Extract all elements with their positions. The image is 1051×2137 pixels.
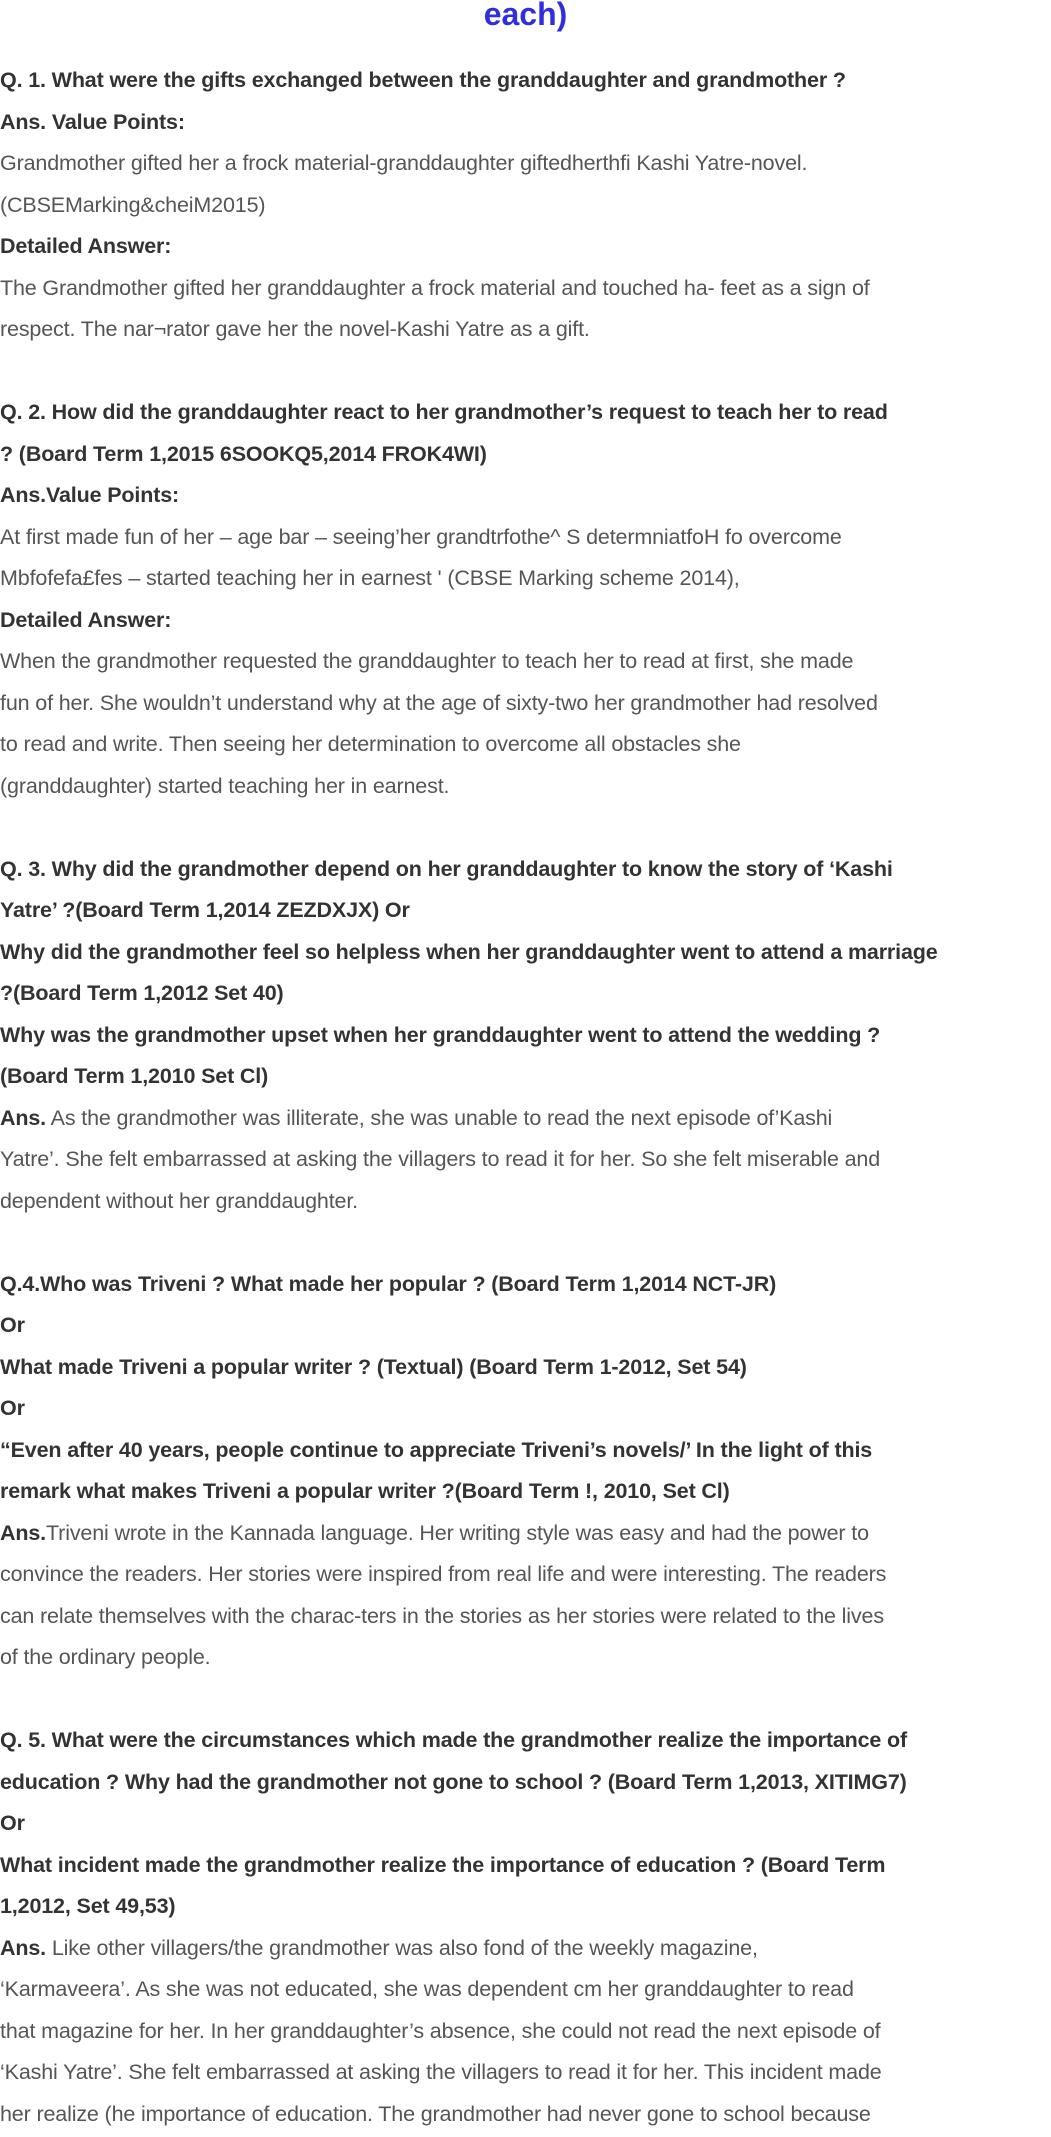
question-block-5 [0, 1720, 1051, 2135]
question-text: What made Triveni a popular writer ? (Textual) (Board Term 1-2012, Set 54) [0, 1354, 747, 1379]
detailed-answer-label: Detailed Answer: [0, 234, 172, 258]
value-points-text: Mbfofefa£fes – started teaching her in earnest ' (CBSE Marking scheme 2014), [0, 566, 740, 590]
spacer [0, 807, 1051, 849]
detailed-answer-text: When the grandmother requested the granddaughter to teach her to read at first, she made [0, 649, 854, 673]
question-text: remark what makes Triveni a popular writer ?(Board Term !, 2010, Set Cl) [0, 1479, 730, 1503]
answer-text: can relate themselves with the charac-ters in the stories as her stories were related to the lives [0, 1603, 884, 1628]
question-text: Why did the grandmother feel so helpless when her granddaughter went to attend a marriage [0, 939, 938, 964]
question-text: Q. 3. Why did the grandmother depend on her granddaughter to know the story of ‘Kashi [0, 856, 893, 881]
value-points-text: Grandmother gifted her a frock material-granddaughter giftedherthfi Kashi Yatre-novel. [0, 151, 808, 175]
value-points-text: (CBSEMarking&cheiM2015) [0, 192, 266, 217]
answer-text-content: Like other villagers/the grandmother was also fond of the weekly magazine, [46, 1935, 758, 1960]
answer-text: her realize (he importance of education. The grandmother had never gone to school because [0, 2101, 871, 2126]
answer-text: of the ordinary people. [0, 1645, 211, 1669]
question-block-1 [0, 60, 1051, 351]
spacer [0, 1679, 1051, 1721]
answer-text-content: Triveni wrote in the Kannada language. Her writing style was easy and had the power to [46, 1520, 869, 1545]
answer-text [0, 1098, 1051, 1140]
detailed-answer-text: to read and write. Then seeing her determination to overcome all obstacles she [0, 732, 741, 756]
spacer [0, 351, 1051, 393]
question-text: education ? Why had the grandmother not gone to school ? (Board Term 1,2013, XITIMG7) [0, 1769, 907, 1794]
question-text: ?(Board Term 1,2012 Set 40) [0, 981, 284, 1005]
value-points-text: At first made fun of her – age bar – seeing’her grandtrfothe^ S determniatfoH fo overcome [0, 524, 842, 549]
question-block-3 [0, 849, 1051, 1223]
answer-text: Yatre’. She felt embarrassed at asking the villagers to read it for her. So she felt miserable and [0, 1147, 881, 1171]
answer-text: that magazine for her. In her granddaughter’s absence, she could not read the next episode of [0, 2018, 881, 2043]
value-points-label: Ans. Value Points: [0, 109, 185, 134]
answer-text: ‘Karmaveera’. As she was not educated, she was dependent cm her granddaughter to read [0, 1977, 854, 2001]
detailed-answer-text: The Grandmother gifted her granddaughter a frock material and touched ha- feet as a sign of [0, 275, 870, 300]
detailed-answer-text: fun of her. She wouldn’t understand why at the age of sixty-two her grandmother had resolved [0, 690, 878, 715]
question-text: Q. 1. What were the gifts exchanged between the granddaughter and grandmother ? [0, 68, 846, 92]
question-text: “Even after 40 years, people continue to appreciate Triveni’s novels/’ In the light of this [0, 1437, 873, 1462]
answer-text: ‘Kashi Yatre’. She felt embarrassed at asking the villagers to read it for her. This incident made [0, 2060, 882, 2084]
question-text: What incident made the grandmother realize the importance of education ? (Board Term [0, 1852, 886, 1877]
question-text: ? (Board Term 1,2015 6SOOKQ5,2014 FROK4WI) [0, 441, 487, 466]
question-text: (Board Term 1,2010 Set Cl) [0, 1064, 269, 1088]
or-separator: Or [0, 1811, 25, 1835]
question-text: Why was the grandmother upset when her granddaughter went to attend the wedding ? [0, 1022, 881, 1047]
detailed-answer-text: respect. The nar¬rator gave her the novel-Kashi Yatre as a gift. [0, 317, 590, 341]
spacer [0, 1222, 1051, 1264]
question-block-2 [0, 392, 1051, 807]
value-points-label: Ans.Value Points: [0, 483, 180, 507]
spacer [0, 38, 1051, 60]
answer-text-content: As the grandmother was illiterate, she was unable to read the next episode of’Kashi [46, 1105, 833, 1130]
question-text: Q. 2. How did the granddaughter react to her grandmother’s request to teach her to read [0, 400, 888, 424]
question-text: Yatre’ ?(Board Term 1,2014 ZEZDXJX) Or [0, 898, 410, 922]
or-separator: Or [0, 1313, 25, 1337]
question-text: Q.4.Who was Triveni ? What made her popular ? (Board Term 1,2014 NCT-JR) [0, 1271, 777, 1296]
answer-label: Ans. [0, 1935, 46, 1960]
answer-text [0, 1513, 1051, 1555]
or-separator: Or [0, 1396, 25, 1420]
answer-text [0, 1928, 1051, 1970]
answer-text: dependent without her granddaughter. [0, 1188, 359, 1213]
answer-label: Ans. [0, 1520, 46, 1545]
question-text: 1,2012, Set 49,53) [0, 1894, 176, 1918]
detailed-answer-label: Detailed Answer: [0, 607, 172, 632]
answer-label: Ans. [0, 1105, 46, 1130]
question-block-4 [0, 1264, 1051, 1679]
question-text: Q. 5. What were the circumstances which made the grandmother realize the importance of [0, 1728, 908, 1752]
section-heading: each) [483, 0, 568, 32]
answer-text: convince the readers. Her stories were inspired from real life and were interesting. The readers [0, 1562, 887, 1586]
detailed-answer-text: (granddaughter) started teaching her in earnest. [0, 773, 450, 798]
